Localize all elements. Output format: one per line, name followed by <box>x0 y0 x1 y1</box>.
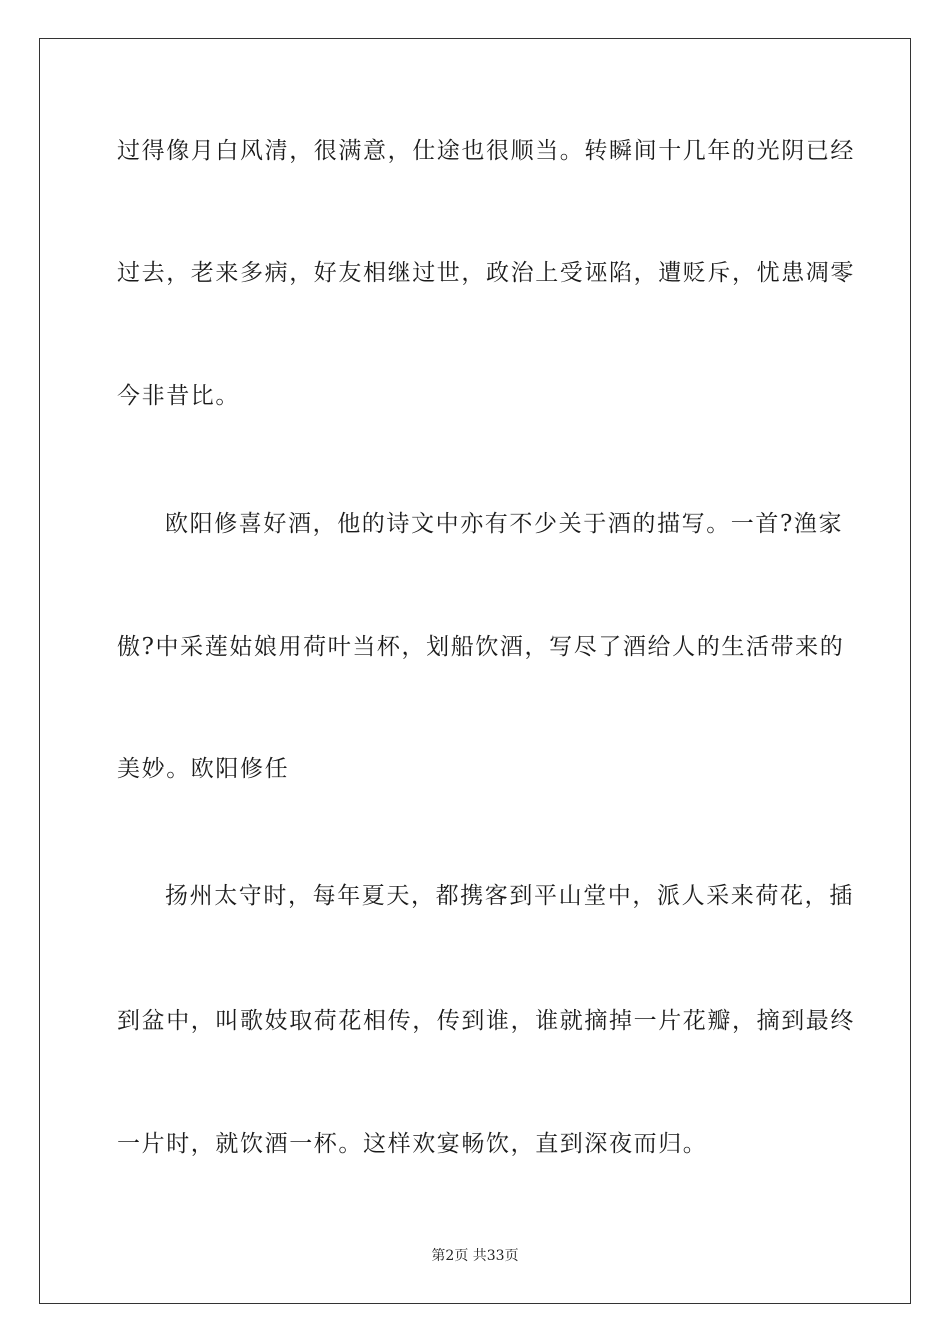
text-line-4: 欧阳修喜好酒，他的诗文中亦有不少关于酒的描写。一首?渔家 <box>165 511 844 537</box>
page-border <box>39 38 911 1304</box>
text-line-9: 一片时，就饮酒一杯。这样欢宴畅饮，直到深夜而归。 <box>117 1131 708 1157</box>
text-line-8: 到盆中，叫歌妓取荷花相传，传到谁，谁就摘掉一片花瓣，摘到最终 <box>117 1008 855 1034</box>
text-line-2: 过去，老来多病，好友相继过世，政治上受诬陷，遭贬斥，忧患凋零 <box>117 260 855 286</box>
text-line-5: 傲?中采莲姑娘用荷叶当杯，划船饮酒，写尽了酒给人的生活带来的 <box>117 634 845 660</box>
text-line-7: 扬州太守时，每年夏天，都携客到平山堂中，派人采来荷花，插 <box>165 883 854 909</box>
text-line-1: 过得像月白风清，很满意，仕途也很顺当。转瞬间十几年的光阴已经 <box>117 138 855 164</box>
text-line-6: 美妙。欧阳修任 <box>117 756 290 782</box>
text-line-3: 今非昔比。 <box>117 383 240 409</box>
page-number-footer: 第2页 共33页 <box>431 1248 519 1264</box>
